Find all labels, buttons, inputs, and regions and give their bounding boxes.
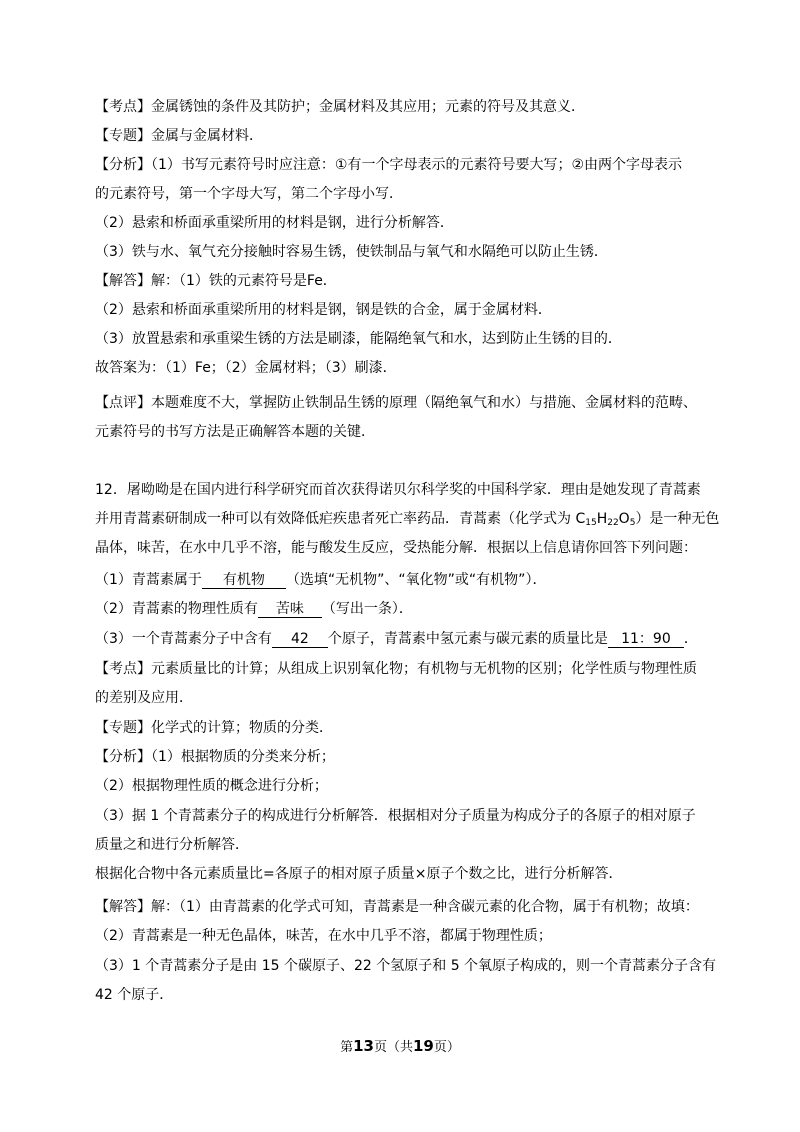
q12-stem-line2: [95, 510, 719, 532]
q12-fenxi-line5: 根据化合物中各元素质量比=各原子的相对原子质量×原子个数之比，进行分析解答．: [95, 866, 623, 882]
q12-part2-suffix: （写出一条）．: [321, 601, 413, 617]
q12-jieda-line3: （3）1 个青蒿素分子是由 15 个碳原子、22 个氢原子和 5 个氧原子构成的，则一个青蒿素分子含有: [95, 958, 717, 974]
q12-kaodian-line2: 的差别及应用．: [95, 690, 193, 706]
q12-zhuanti: 【专题】化学式的计算；物质的分类．: [95, 720, 333, 736]
q12-fenxi-line2: （2）根据物理性质的概念进行分析；: [95, 778, 328, 794]
formula-h: H: [596, 511, 608, 527]
q12-jieda-line4: 42 个原子．: [95, 987, 174, 1003]
q12-part3-answer-ratio: 11：90: [608, 631, 684, 648]
q11-answer: 故答案为：（1）Fe；（2）金属材料；（3）刷漆．: [95, 360, 397, 376]
q12-jieda-line1: 【解答】解：（1）由青蒿素的化学式可知，青蒿素是一种含碳元素的化合物，属于有机物；故填：: [95, 899, 699, 915]
q12-fenxi-line4: 质量之和进行分析解答．: [95, 837, 249, 853]
q12-part1-suffix: （选填“无机物”、“氧化物”或“有机物”）．: [285, 572, 547, 588]
q12-part3-prefix: （3）一个青蒿素分子中含有: [95, 631, 272, 647]
footer-pre: 第: [340, 1040, 354, 1055]
q12-stem-line2-tail: ）是一种无色: [635, 511, 720, 527]
q12-part1-answer: 有机物: [202, 572, 286, 589]
formula-sub-22: 22: [607, 518, 619, 528]
q12-part3-suffix: ．: [683, 631, 698, 647]
q12-part1-prefix: （1）青蒿素属于: [95, 572, 202, 588]
footer-post: 页）: [433, 1040, 460, 1055]
q11-fenxi-line4: （3）铁与水、氧气充分接触时容易生锈，使铁制品与氧气和水隔绝可以防止生锈．: [95, 244, 608, 260]
q12-fenxi-line1: 【分析】（1）根据物质的分类来分析；: [95, 749, 335, 765]
footer-mid: 页（共: [373, 1040, 413, 1055]
q12-stem-line2-text: 并用青蒿素研制成一种可以有效降低疟疾患者死亡率药品．青蒿素（化学式为 C: [95, 511, 586, 527]
q12-part2-answer: 苦味: [258, 601, 322, 618]
page-footer: [0, 1036, 800, 1055]
q11-fenxi-line1: 【分析】（1）书写元素符号时应注意：①有一个字母表示的元素符号要大写；②由两个字母表示: [95, 157, 683, 173]
q12-part3-middle: 个原子，青蒿素中氢元素与碳元素的质量比是: [327, 631, 608, 647]
q12-stem-line3: 晶体，味苦，在水中几乎不溶，能与酸发生反应，受热能分解．根据以上信息请你回答下列问题：: [95, 540, 697, 556]
formula-sub-15: 15: [585, 518, 597, 528]
q11-jieda-line3: （3）放置悬索和承重梁生锈的方法是刷漆，能隔绝氧气和水，达到防止生锈的目的．: [95, 331, 622, 347]
formula-sub-5: 5: [629, 518, 636, 528]
page-total: 19: [413, 1037, 434, 1055]
q12-kaodian-line1: 【考点】元素质量比的计算；从组成上识别氧化物；有机物与无机物的区别；化学性质与物理性质: [95, 661, 697, 677]
q11-jieda-line1: 【解答】解：（1）铁的元素符号是Fe．: [95, 273, 337, 289]
q11-kaodian: 【考点】金属锈蚀的条件及其防护；金属材料及其应用；元素的符号及其意义．: [95, 99, 585, 115]
formula-o: O: [618, 511, 630, 527]
q11-jieda-line2: （2）悬索和桥面承重梁所用的材料是钢，钢是铁的合金，属于金属材料．: [95, 302, 552, 318]
q11-dianping-line1: 【点评】本题难度不大，掌握防止铁制品生锈的原理（隔绝氧气和水）与措施、金属材料的范畴、: [95, 395, 697, 411]
q12-part3-answer-atoms: 42: [272, 631, 328, 648]
q11-zhuanti: 【专题】金属与金属材料．: [95, 128, 263, 144]
page-number: 13: [353, 1037, 374, 1055]
q11-fenxi-line3: （2）悬索和桥面承重梁所用的材料是钢，进行分析解答．: [95, 215, 454, 231]
q12-part1: [95, 571, 546, 589]
q12-part3: [95, 630, 698, 648]
q12-jieda-line2: （2）青蒿素是一种无色晶体，味苦，在水中几乎不溶，都属于物理性质；: [95, 928, 552, 944]
q12-fenxi-line3: （3）据 1 个青蒿素分子的构成进行分析解答．根据相对分子质量为构成分子的各原子的相对原子: [95, 808, 696, 824]
q11-dianping-line2: 元素符号的书写方法是正确解答本题的关键．: [95, 424, 375, 440]
q12-part2: [95, 600, 413, 618]
q11-fenxi-line2: 的元素符号，第一个字母大写，第二个字母小写．: [95, 186, 403, 202]
q12-stem-line1: 12．屠呦呦是在国内进行科学研究而首次获得诺贝尔科学奖的中国科学家．理由是她发现了青蒿素: [95, 482, 701, 498]
q12-part2-prefix: （2）青蒿素的物理性质有: [95, 601, 258, 617]
